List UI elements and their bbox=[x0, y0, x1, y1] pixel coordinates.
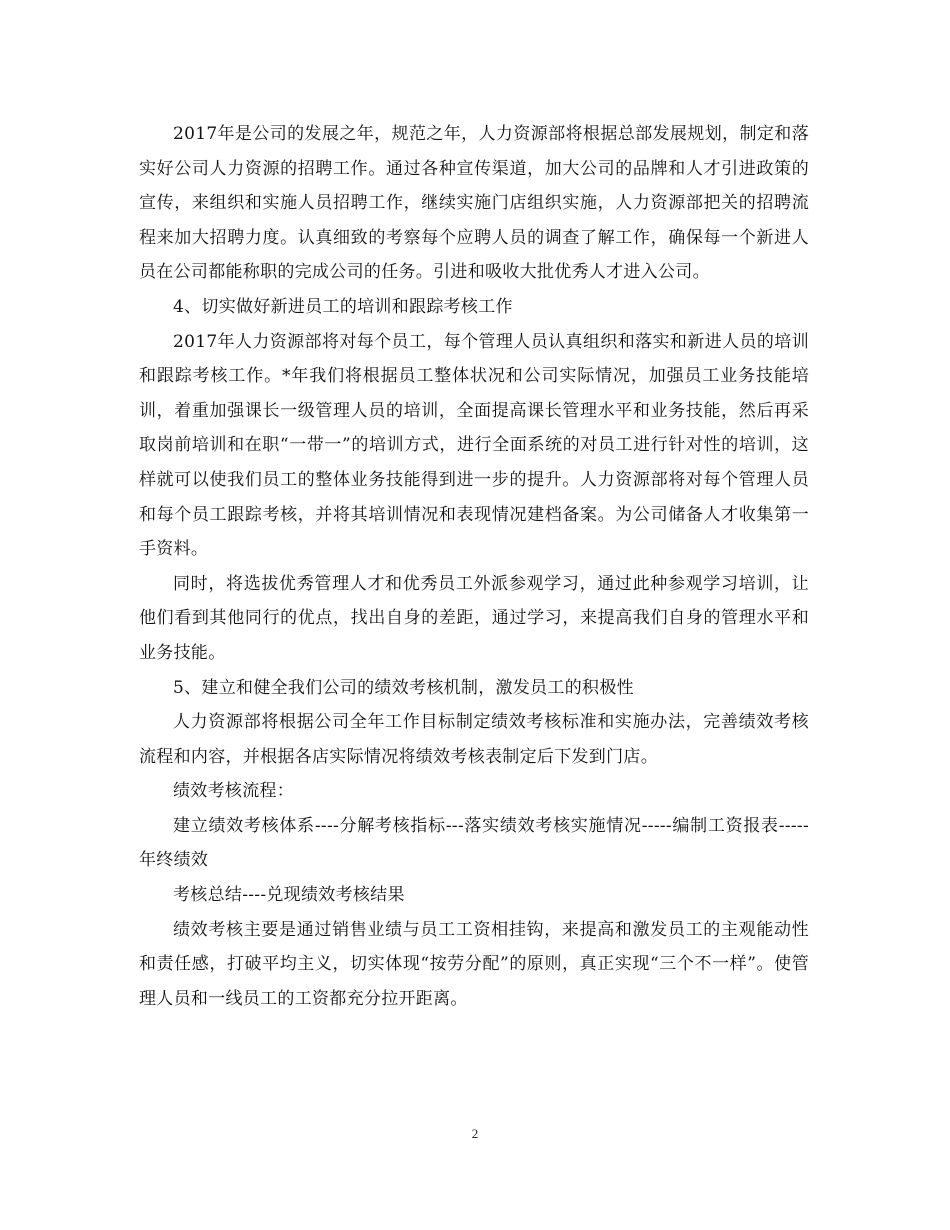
flow-steps-continued: 考核总结----兑现绩效考核结果 bbox=[173, 885, 405, 906]
page-number: 2 bbox=[471, 1126, 479, 1141]
body-paragraph: 人力资源部将根据公司全年工作目标制定绩效考核标准和实施办法，完善绩效考核流程和内容，并根据各店实际情况将绩效考核表制定后下发到门店。 bbox=[139, 712, 809, 767]
body-paragraph: 2017年是公司的发展之年，规范之年，人力资源部将根据总部发展规划，制定和落实好公司人力资源的招聘工作。通过各种宣传渠道，加大公司的品牌和人才引进政策的宣传，来组织和实施人员招聘工作，继续实施门店组织实施，人力资源部把关的招聘流程来加大招聘力度。认真细致的考察每个应聘人员的调查了解工作，确保每一个新进人员在公司都能称职的完成公司的任务。引进和吸收大批优秀人才进入公司。 bbox=[139, 124, 809, 283]
body-paragraph: 绩效考核主要是通过销售业绩与员工工资相挂钩，来提高和激发员工的主观能动性和责任感，打破平均主义，切实体现“按劳分配”的原则，真正实现“三个不一样”。使管理人员和一线员工的工资都充分拉开距离。 bbox=[139, 919, 809, 1009]
body-paragraph: 2017年人力资源部将对每个员工，每个管理人员认真组织和落实和新进人员的培训和跟踪考核工作。*年我们将根据员工整体状况和公司实际情况，加强员工业务技能培训，着重加强课长一级管理人员的培训，全面提高课长管理水平和业务技能，然后再采取岗前培训和在职“一带一”的培训方式，进行全面系统的对员工进行针对性的培训，这样就可以使我们员工的整体业务技能得到进一步的提升。人力资源部将对每个管理人员和每个员工跟踪考核，并将其培训情况和表现情况建档备案。为公司储备人才收集第一手资料。 bbox=[139, 331, 809, 560]
section-heading-5: 5、建立和健全我们公司的绩效考核机制，激发员工的积极性 bbox=[173, 677, 634, 698]
body-paragraph: 同时，将选拔优秀管理人才和优秀员工外派参观学习，通过此种参观学习培训，让他们看到其他同行的优点，找出自身的差距，通过学习，来提高我们自身的管理水平和业务技能。 bbox=[139, 573, 809, 663]
section-heading-4: 4、切实做好新进员工的培训和跟踪考核工作 bbox=[173, 296, 513, 317]
flow-steps: 建立绩效考核体系----分解考核指标---落实绩效考核实施情况-----编制工资报表-----年终绩效 bbox=[139, 815, 809, 871]
document-body bbox=[139, 117, 809, 1016]
flow-heading: 绩效考核流程： bbox=[173, 781, 295, 802]
